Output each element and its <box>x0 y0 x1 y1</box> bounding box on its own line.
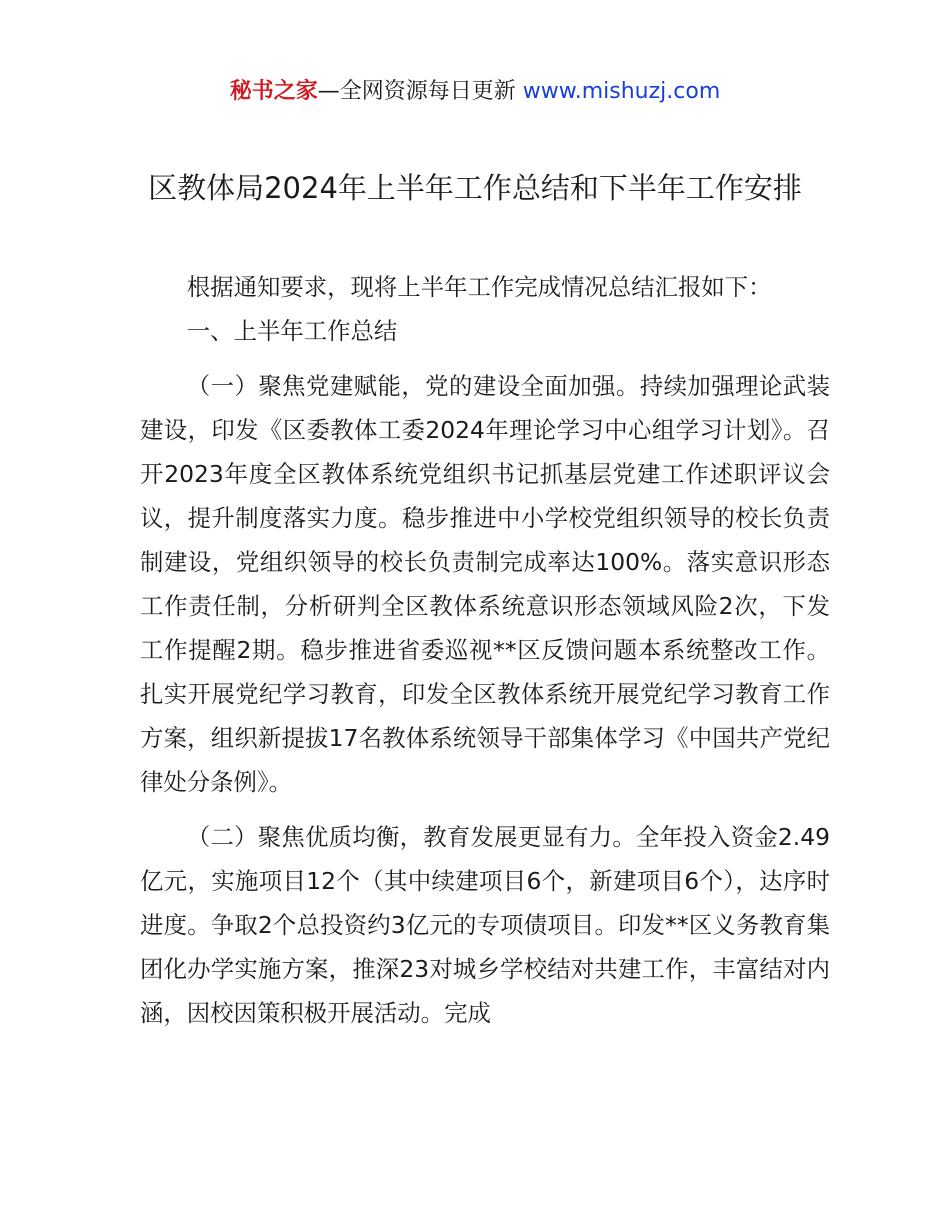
paragraph-education-development: （二）聚焦优质均衡，教育发展更显有力。全年投入资金2.49亿元，实施项目12个（其中续建项目6个，新建项目6个），达序时进度。争取2个总投资约3亿元的专项债项目。印发**区义务教育集团化办学实施方案，推深23对城乡学校结对共建工作，丰富结对内涵，因校因策积极开展活动。完成 <box>140 823 830 1027</box>
section-heading: 一、上半年工作总结 <box>186 317 398 345</box>
document-title: 区教体局2024年上半年工作总结和下半年工作安排 <box>148 171 802 205</box>
paragraph-party-building: （一）聚焦党建赋能，党的建设全面加强。持续加强理论武装建设，印发《区委教体工委2024年理论学习中心组学习计划》。召开2023年度全区教体系统党组织书记抓基层党建工作述职评议会议，提升制度落实力度。稳步推进中小学校党组织领导的校长负责制建设，党组织领导的校长负责制完成率达100%。落实意识形态工作责任制，分析研判全区教体系统意识形态领域风险2次，下发工作提醒2期。稳步推进省委巡视**区反馈问题本系统整改工作。扎实开展党纪学习教育，印发全区教体系统开展党纪学习教育工作方案，组织新提拔17名教体系统领导干部集体学习《中国共产党纪律处分条例》。 <box>140 372 830 796</box>
document-body <box>140 265 830 1035</box>
site-url-link[interactable]: www.mishuzj.com <box>522 79 721 104</box>
site-header <box>0 74 950 110</box>
header-tagline: —全网资源每日更新 <box>317 79 523 104</box>
intro-paragraph: 根据通知要求，现将上半年工作完成情况总结汇报如下： <box>186 273 772 301</box>
brand-name: 秘书之家 <box>229 79 318 104</box>
